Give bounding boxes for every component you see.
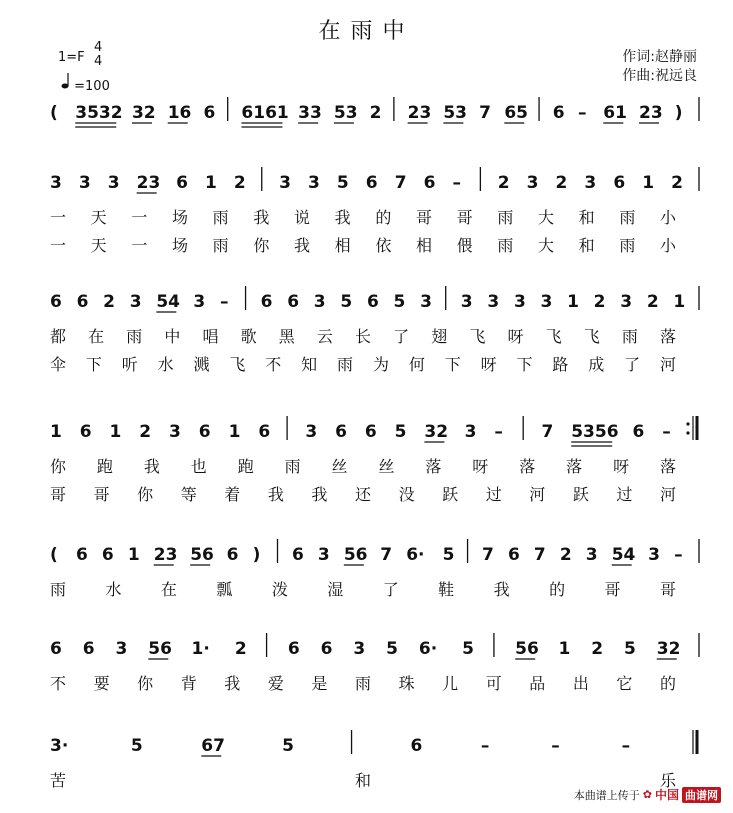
- lyric-char: 我: [267, 485, 284, 504]
- note: 3: [620, 292, 633, 312]
- lyric-char: 大: [538, 236, 555, 255]
- note: 3: [648, 545, 660, 565]
- lyric-char: 了: [382, 580, 399, 599]
- lyric-char: 哥: [604, 580, 621, 599]
- note: 5: [336, 173, 349, 193]
- note: 2: [497, 173, 510, 193]
- lyric-char: 雨: [619, 208, 636, 227]
- note: 2: [369, 103, 382, 123]
- lyric-char: 落: [566, 457, 583, 476]
- note: 2: [139, 422, 152, 442]
- note: 1: [558, 639, 571, 659]
- lyric-char: 苦: [50, 771, 67, 790]
- note: 3: [313, 292, 326, 312]
- note: 1·: [191, 639, 210, 659]
- note: 3: [513, 292, 526, 312]
- note: 3: [279, 173, 291, 193]
- note: 6: [366, 292, 379, 312]
- lyric-char: 哥: [416, 208, 433, 227]
- song-title: 在雨中: [318, 19, 415, 44]
- note: 5356: [571, 422, 619, 442]
- note: 6: [176, 173, 188, 193]
- lyric-char: 我: [493, 580, 510, 599]
- note: 2: [559, 545, 572, 565]
- extension-dash: –: [480, 736, 490, 756]
- lyric-char: 着: [224, 485, 241, 504]
- note: 7: [394, 173, 407, 193]
- note: 6: [552, 103, 565, 123]
- lyric-char: 相: [416, 236, 433, 255]
- lyric-char: 背: [180, 674, 197, 693]
- note: 6: [613, 173, 626, 193]
- lyric-char: 落: [425, 457, 442, 476]
- note: 5: [130, 736, 143, 756]
- final-bar-line: [693, 730, 697, 754]
- note: 3: [540, 292, 553, 312]
- repeat-paren: ): [252, 545, 261, 565]
- extension-dash: –: [452, 173, 461, 193]
- lyric-char: 说: [294, 208, 311, 227]
- note: 3: [107, 173, 120, 193]
- lyric-char: 呀: [613, 457, 630, 476]
- lyric-char: 路: [552, 355, 569, 374]
- extension-dash: –: [551, 736, 560, 756]
- note: 3: [129, 292, 142, 312]
- note: 5: [282, 736, 295, 756]
- lyric-char: 为: [372, 355, 389, 374]
- note: 56: [515, 639, 539, 659]
- note: 7: [482, 545, 494, 565]
- site-logo-a: 中国: [654, 788, 679, 802]
- lyric-char: 瓢: [216, 580, 233, 599]
- lyric-char: 呀: [472, 457, 489, 476]
- lyric-char: 水: [157, 355, 174, 374]
- lyric-char: 中: [164, 327, 181, 346]
- lyric-char: 一: [131, 236, 148, 255]
- lyric-char: 哥: [660, 580, 677, 599]
- note: 3: [169, 422, 181, 442]
- repeat-paren: (: [50, 103, 58, 123]
- note: 3: [308, 173, 320, 193]
- lyric-char: 相: [334, 236, 351, 255]
- lyric-char: 大: [538, 208, 555, 227]
- footer-text: 本曲谱上传于: [573, 788, 640, 802]
- extension-dash: –: [578, 103, 587, 123]
- lyric-char: 小: [660, 236, 677, 255]
- lyric-char: 伞: [50, 355, 67, 374]
- note: 32: [656, 639, 681, 659]
- repeat-paren: ): [674, 103, 683, 123]
- note: 6: [320, 639, 333, 659]
- note: 6: [82, 639, 95, 659]
- lyric-char: 雨: [621, 327, 638, 346]
- note: 6: [75, 545, 88, 565]
- lyric-char: 雨: [619, 236, 636, 255]
- note: 6161: [241, 103, 289, 123]
- lyric-char: 雨: [212, 236, 229, 255]
- lyric-char: 河: [660, 355, 677, 374]
- note: 1: [127, 545, 140, 565]
- lyric-char: 的: [375, 208, 392, 227]
- note: 6: [335, 422, 347, 442]
- note: 1: [642, 173, 655, 193]
- lyric-char: 雨: [212, 208, 229, 227]
- lyric-char: 场: [172, 236, 189, 255]
- note: 7: [380, 545, 393, 565]
- note: 6: [76, 292, 89, 312]
- note: 23: [407, 103, 432, 123]
- note: 2: [671, 173, 683, 193]
- note: 5: [462, 639, 475, 659]
- lyric-char: 你: [253, 236, 270, 255]
- note: 6: [50, 639, 62, 659]
- lyric-char: 河: [529, 485, 546, 504]
- lyric-char: 听: [121, 355, 138, 374]
- lyric-char: 的: [660, 674, 677, 693]
- lyric-char: 天: [90, 236, 107, 255]
- lyric-char: 歌: [240, 327, 257, 346]
- lyric-char: 偎: [456, 236, 473, 255]
- lyric-char: 你: [137, 485, 154, 504]
- lyricist: 作词:赵静丽: [622, 49, 697, 65]
- note: 3: [584, 173, 597, 193]
- lyric-char: 何: [408, 355, 425, 374]
- lyric-char: 飞: [469, 327, 486, 346]
- note: 33: [298, 103, 322, 123]
- site-logo-b: 曲谱网: [682, 787, 721, 803]
- note: 3: [487, 292, 500, 312]
- note: 1: [204, 173, 217, 193]
- lyric-char: 珠: [398, 674, 415, 693]
- note: 6: [198, 422, 211, 442]
- lyric-char: 哥: [93, 485, 110, 504]
- extension-dash: –: [621, 736, 631, 756]
- lyric-char: 它: [616, 674, 633, 693]
- lyric-char: 唱: [202, 327, 219, 346]
- note: 1: [567, 292, 579, 312]
- lyric-char: 知: [301, 355, 318, 374]
- lyric-char: 你: [137, 674, 154, 693]
- note: 6: [50, 292, 62, 312]
- note: 53: [333, 103, 358, 123]
- lyric-char: 黑: [278, 327, 295, 346]
- note: 2: [591, 639, 604, 659]
- note: 3: [78, 173, 91, 193]
- lyric-char: 和: [355, 771, 372, 790]
- note: 3: [420, 292, 432, 312]
- note: 6: [410, 736, 423, 756]
- note: 54: [611, 545, 636, 565]
- lyric-char: 在: [160, 580, 177, 599]
- lyric-char: 依: [375, 236, 392, 255]
- note: 6: [101, 545, 114, 565]
- note: 2: [234, 639, 247, 659]
- lyric-char: 丝: [378, 457, 395, 476]
- note: 6: [226, 545, 239, 565]
- lyric-char: 落: [519, 457, 536, 476]
- extension-dash: –: [219, 292, 229, 312]
- composer: 作曲:祝远良: [622, 68, 697, 84]
- lyric-char: 过: [616, 485, 633, 504]
- note: 3: [193, 292, 206, 312]
- lyric-char: 和: [578, 236, 595, 255]
- lyric-char: 下: [516, 355, 533, 374]
- time-signature-top: 4: [94, 40, 103, 55]
- repeat-paren: (: [50, 545, 58, 565]
- note: 6: [423, 173, 436, 193]
- note: 7: [533, 545, 546, 565]
- lyric-char: 的: [549, 580, 566, 599]
- lyric-char: 呀: [507, 327, 524, 346]
- lyric-char: 过: [485, 485, 502, 504]
- lyric-char: 也: [190, 457, 207, 476]
- note: 23: [136, 173, 161, 193]
- lyric-char: 一: [131, 208, 148, 227]
- note: 1: [673, 292, 686, 312]
- note: 6: [260, 292, 273, 312]
- lyric-char: 可: [485, 674, 502, 693]
- note: 56: [343, 545, 368, 565]
- lyric-char: 要: [93, 674, 110, 693]
- note: 3: [526, 173, 539, 193]
- lyric-char: 了: [393, 327, 410, 346]
- note: 7: [479, 103, 491, 123]
- lyric-char: 还: [355, 485, 372, 504]
- note: 67: [201, 736, 225, 756]
- note: 6·: [418, 639, 438, 659]
- note: 56: [190, 545, 214, 565]
- lyric-char: 雨: [50, 580, 67, 599]
- note: 7: [541, 422, 554, 442]
- lyric-char: 场: [172, 208, 189, 227]
- tempo-value: =100: [74, 79, 110, 94]
- note: 3: [464, 422, 477, 442]
- lyric-char: 跃: [572, 485, 589, 504]
- lyric-char: 不: [50, 674, 67, 693]
- note: 6: [79, 422, 92, 442]
- lyric-char: 成: [588, 355, 605, 374]
- lyric-char: 雨: [337, 355, 354, 374]
- lyric-char: 不: [265, 355, 282, 374]
- lyric-char: 落: [660, 327, 677, 346]
- note: 3532: [75, 103, 123, 123]
- lyric-char: 下: [85, 355, 102, 374]
- footer: [574, 786, 721, 803]
- note: 5: [340, 292, 353, 312]
- note: 1: [109, 422, 122, 442]
- lyric-char: 等: [180, 485, 197, 504]
- lyric-char: 落: [660, 457, 677, 476]
- note: 5: [393, 292, 406, 312]
- note: 23: [153, 545, 178, 565]
- lyric-char: 河: [660, 485, 677, 504]
- lyric-char: 飞: [583, 327, 600, 346]
- lyric-char: 鞋: [438, 580, 455, 599]
- note: 3: [585, 545, 598, 565]
- note: 32: [424, 422, 449, 442]
- note: 3·: [50, 736, 69, 756]
- lyric-char: 是: [311, 674, 328, 693]
- lyric-char: 哥: [50, 485, 67, 504]
- lyric-char: 跑: [237, 457, 254, 476]
- lyric-char: 没: [398, 485, 415, 504]
- note: 16: [167, 103, 192, 123]
- key-label: 1=F: [58, 50, 85, 65]
- lyric-char: 和: [578, 208, 595, 227]
- lyric-char: 雨: [497, 236, 514, 255]
- lyric-char: 呀: [480, 355, 497, 374]
- lyric-char: 我: [253, 208, 270, 227]
- lyric-char: 出: [572, 674, 589, 693]
- site-logo-icon: ✿: [642, 788, 652, 801]
- lyric-char: 飞: [545, 327, 562, 346]
- lyric-char: 翅: [431, 327, 448, 346]
- note: 1: [228, 422, 241, 442]
- lyric-char: 云: [316, 327, 333, 346]
- time-signature-bottom: 4: [94, 54, 103, 69]
- note: 3: [305, 422, 318, 442]
- lyric-char: 泼: [271, 580, 288, 599]
- note: 6: [291, 545, 304, 565]
- lyric-char: 儿: [442, 674, 459, 693]
- note: 3: [317, 545, 330, 565]
- note: 1: [50, 422, 62, 442]
- lyric-char: 小: [660, 208, 677, 227]
- lyric-char: 哥: [456, 208, 473, 227]
- lyric-char: 溅: [193, 355, 210, 374]
- note: 53: [443, 103, 468, 123]
- note: 3: [50, 173, 62, 193]
- lyric-char: 丝: [331, 457, 348, 476]
- lyric-char: 我: [224, 674, 241, 693]
- note: 6: [507, 545, 520, 565]
- note: 3: [115, 639, 128, 659]
- lyric-char: 雨: [497, 208, 514, 227]
- lyric-char: 水: [105, 580, 122, 599]
- lyric-char: 都: [50, 327, 67, 346]
- note: 6: [258, 422, 271, 442]
- lyric-char: 我: [334, 208, 351, 227]
- note: 6: [632, 422, 645, 442]
- lyric-char: 下: [444, 355, 461, 374]
- note: 3: [460, 292, 473, 312]
- note: 6: [203, 103, 216, 123]
- lyric-char: 长: [355, 327, 372, 346]
- lyric-char: 一: [50, 208, 67, 227]
- lyric-char: 我: [143, 457, 160, 476]
- note: 2: [555, 173, 568, 193]
- note: 32: [131, 103, 156, 123]
- lyric-char: 雨: [126, 327, 143, 346]
- note: 23: [639, 103, 663, 123]
- note: 5: [442, 545, 455, 565]
- note: 54: [156, 292, 180, 312]
- note: 5: [394, 422, 407, 442]
- lyric-char: 乐: [660, 771, 677, 790]
- note: 2: [593, 292, 606, 312]
- lyric-char: 品: [529, 674, 546, 693]
- lyric-char: 雨: [355, 674, 372, 693]
- lyric-char: 你: [50, 457, 67, 476]
- lyric-char: 我: [311, 485, 328, 504]
- note: 65: [504, 103, 529, 123]
- extension-dash: –: [662, 422, 671, 442]
- lyric-char: 天: [90, 208, 107, 227]
- note: 5: [386, 639, 398, 659]
- note: 61: [603, 103, 627, 123]
- note: 2: [103, 292, 116, 312]
- lyric-char: 了: [624, 355, 641, 374]
- lyric-char: 飞: [229, 355, 246, 374]
- lyric-char: 跑: [96, 457, 113, 476]
- extension-dash: –: [494, 422, 503, 442]
- note: 6: [287, 292, 300, 312]
- lyric-char: 我: [294, 236, 311, 255]
- lyric-char: 爱: [267, 674, 284, 693]
- note: 56: [148, 639, 172, 659]
- lyric-char: 在: [88, 327, 105, 346]
- note: 6: [364, 422, 377, 442]
- note: 6: [287, 639, 300, 659]
- lyric-char: 跃: [442, 485, 459, 504]
- lyric-char: 湿: [327, 580, 344, 599]
- extension-dash: –: [674, 545, 683, 565]
- note: 5: [623, 639, 636, 659]
- lyric-char: 一: [50, 236, 67, 255]
- lyric-char: 雨: [284, 457, 301, 476]
- note: 6: [365, 173, 378, 193]
- note: 3: [353, 639, 366, 659]
- repeat-end-bar-line: [686, 416, 697, 440]
- note: 2: [646, 292, 659, 312]
- note: 2: [233, 173, 246, 193]
- note: 6·: [406, 545, 425, 565]
